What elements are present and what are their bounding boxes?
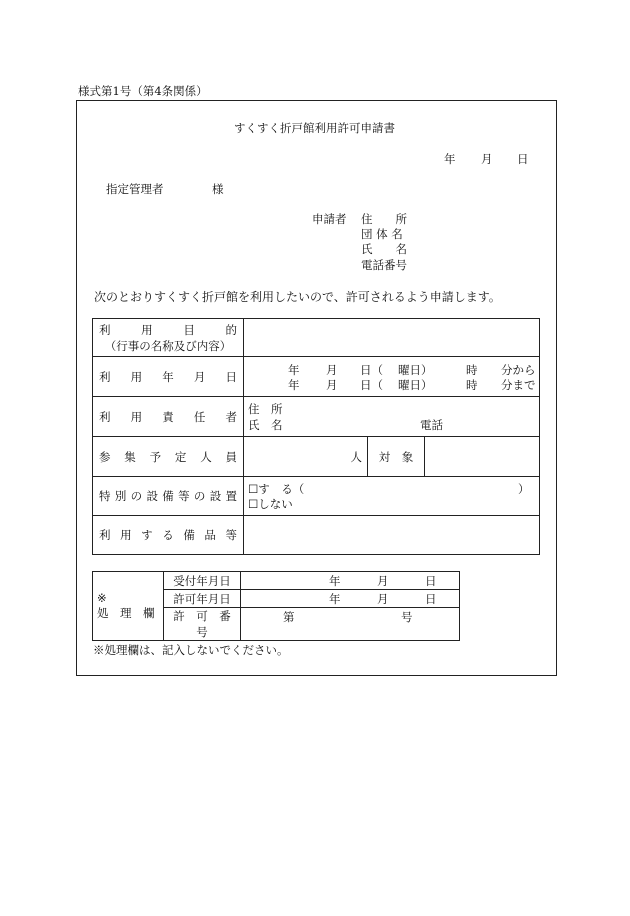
dt-to: 分まで	[501, 377, 536, 392]
addressee-label: 指定管理者	[106, 182, 164, 196]
dt-tsuki-1: 月	[326, 362, 338, 377]
permitted-label: 許可年月日	[164, 590, 241, 608]
responsible-label: 利 用 責 任 者	[99, 409, 237, 424]
form-title: すくすく折戸館利用許可申請書	[234, 121, 395, 135]
setup-yes-close: ）	[518, 481, 530, 496]
responsible-phone: 電話	[420, 418, 443, 432]
received-label: 受付年月日	[164, 572, 241, 590]
dt-youbi-2: 曜日）	[398, 377, 433, 392]
row-attendees	[93, 437, 540, 477]
application-table	[92, 318, 540, 555]
dt-youbi-1: 曜日）	[398, 362, 433, 377]
applicant-group: 団 体 名	[361, 227, 403, 241]
setup-no-option[interactable]: ☐しない	[248, 496, 293, 511]
responsible-name: 氏 名	[248, 418, 283, 432]
row-purpose	[93, 319, 540, 357]
received-nen: 年	[329, 574, 341, 588]
equipment-setup-field	[244, 477, 540, 516]
received-field	[241, 572, 460, 590]
applicant-label: 申請者	[312, 212, 347, 226]
date-year: 年	[444, 152, 456, 166]
attendees-target-field[interactable]	[425, 437, 539, 476]
permitted-tsuki: 月	[377, 592, 389, 606]
purpose-sub: （行事の名称及び内容）	[104, 338, 232, 353]
processing-note: ※処理欄は、記入しないでください。	[93, 643, 289, 657]
applicant-name: 氏 名	[361, 242, 407, 256]
number-field	[241, 608, 460, 641]
fixtures-label: 利 用 す る 備 品 等	[99, 528, 237, 542]
date-day: 日	[517, 152, 529, 166]
row-fixtures	[93, 516, 540, 555]
processing-mark: ※	[97, 591, 107, 605]
attendees-unit: 人	[350, 449, 362, 464]
permitted-hi: 日	[425, 592, 437, 606]
permitted-nen: 年	[329, 592, 341, 606]
dt-tsuki-2: 月	[326, 377, 338, 392]
datetime-field[interactable]	[244, 357, 540, 397]
applicant-address: 住 所	[361, 212, 407, 226]
row-responsible	[93, 397, 540, 437]
responsible-address: 住 所	[248, 402, 283, 416]
number-label: 許 可 番 号	[164, 608, 241, 641]
datetime-label: 利 用 年 月 日	[99, 369, 237, 384]
received-tsuki: 月	[377, 574, 389, 588]
purpose-field[interactable]	[244, 319, 540, 357]
form-number: 様式第1号（第4条関係）	[78, 84, 208, 98]
number-go: 号	[401, 610, 413, 624]
setup-yes-option[interactable]: ☐す る（	[248, 481, 305, 496]
attendees-field	[244, 437, 540, 477]
purpose-label: 利 用 目 的	[99, 322, 237, 337]
attendees-target-label: 対 象	[368, 437, 425, 476]
date-month: 月	[481, 152, 493, 166]
row-datetime	[93, 357, 540, 397]
received-hi: 日	[425, 574, 437, 588]
dt-ji-1: 時	[466, 362, 478, 377]
responsible-field[interactable]	[244, 397, 540, 437]
dt-nen-2: 年	[288, 377, 300, 392]
processing-table	[92, 571, 460, 641]
attendees-count[interactable]	[244, 437, 368, 476]
fixtures-field[interactable]	[244, 516, 540, 555]
intro-text: 次のとおりすくすく折戸館を利用したいので、許可されるよう申請します。	[94, 290, 501, 304]
dt-hi-1: 日（	[360, 362, 383, 377]
row-equipment-setup	[93, 477, 540, 516]
dt-from: 分から	[501, 362, 536, 377]
dt-hi-2: 日（	[360, 377, 383, 392]
equipment-setup-label: 特 別 の 設 備 等 の 設 置	[99, 489, 237, 503]
addressee-suffix: 様	[212, 182, 224, 196]
applicant-phone: 電話番号	[361, 258, 407, 272]
dt-ji-2: 時	[466, 377, 478, 392]
processing-label-cell	[93, 572, 164, 641]
number-dai: 第	[283, 610, 295, 624]
processing-label: 処 理 欄	[97, 606, 155, 620]
attendees-label: 参 集 予 定 人 員	[99, 449, 237, 464]
dt-nen-1: 年	[288, 362, 300, 377]
permitted-field	[241, 590, 460, 608]
